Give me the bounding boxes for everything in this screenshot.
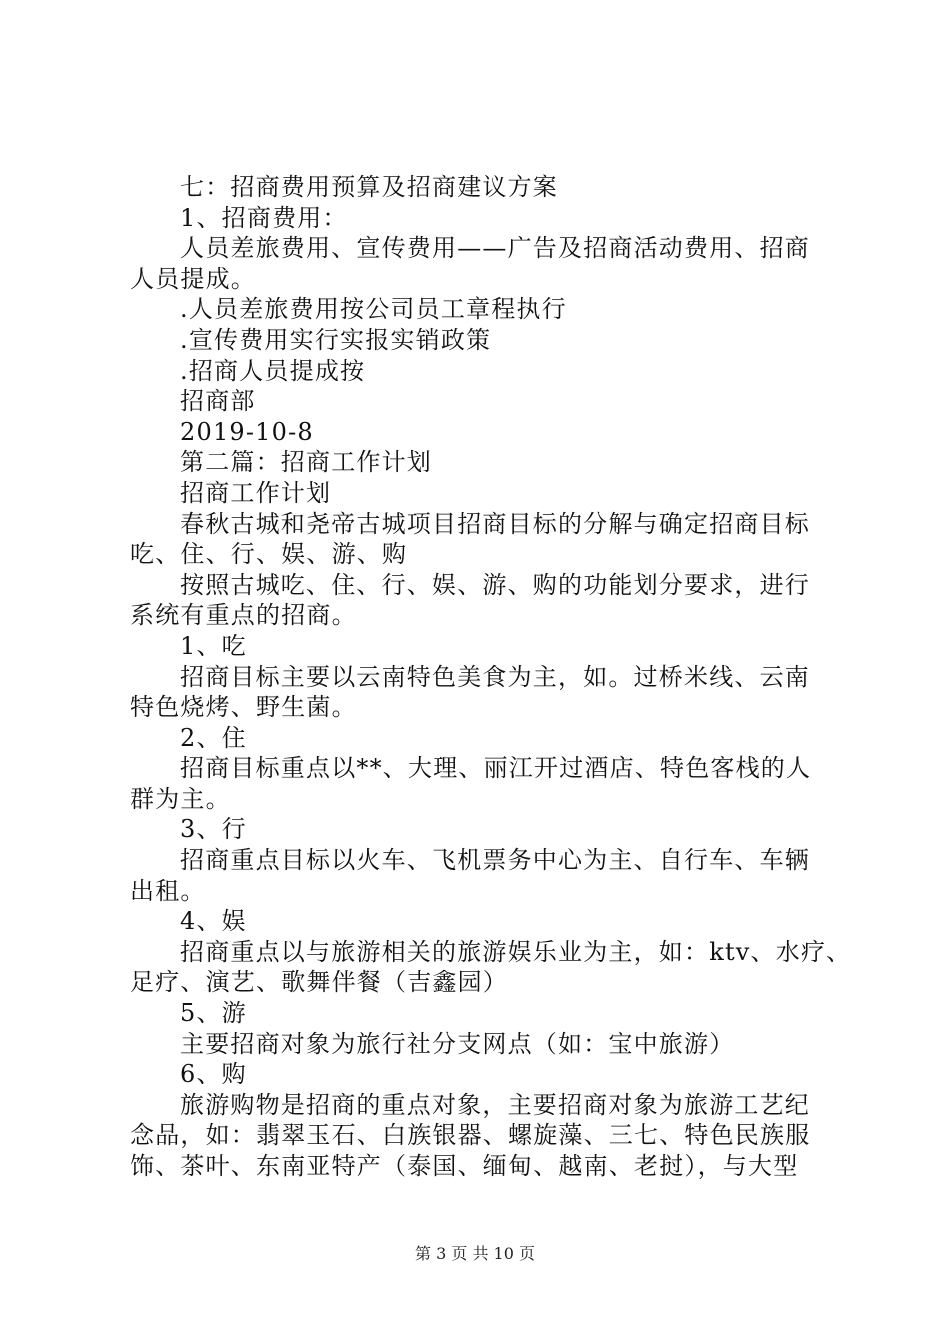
document-body <box>130 172 850 1182</box>
text-line: 系统有重点的招商。 <box>130 601 357 630</box>
text-line: 3、行 <box>180 815 247 844</box>
text-line: 6、购 <box>180 1060 247 1089</box>
text-line: .人员差旅费用按公司员工章程执行 <box>180 295 567 324</box>
text-line: 招商部 <box>180 387 256 416</box>
text-line: 按照古城吃、住、行、娱、游、购的功能划分要求，进行 <box>180 570 810 599</box>
text-line: 人员提成。 <box>130 264 256 293</box>
text-line: 群为主。 <box>130 784 231 813</box>
text-line: 招商工作计划 <box>180 478 332 507</box>
text-line: 吃、住、行、娱、游、购 <box>130 540 408 569</box>
text-line: 招商目标主要以云南特色美食为主，如。过桥米线、云南 <box>180 662 810 691</box>
text-line: 招商目标重点以**、大理、丽江开过酒店、特色客栈的人 <box>180 754 812 783</box>
text-line: 5、游 <box>180 999 247 1028</box>
text-line: 人员差旅费用、宣传费用——广告及招商活动费用、招商 <box>180 234 810 263</box>
text-line: 饰、茶叶、东南亚特产（泰国、缅甸、越南、老挝），与大型 <box>130 1152 799 1180</box>
text-line: 出租。 <box>130 876 206 905</box>
text-line: 春秋古城和尧帝古城项目招商目标的分解与确定招商目标 <box>180 509 810 538</box>
page-footer: 第 3 页 共 10 页 <box>415 1244 535 1263</box>
text-line: .宣传费用实行实报实销政策 <box>180 325 492 354</box>
text-line: 主要招商对象为旅行社分支网点（如：宝中旅游） <box>180 1029 735 1058</box>
text-line: .招商人员提成按 <box>180 356 366 385</box>
text-line: 旅游购物是招商的重点对象，主要招商对象为旅游工艺纪 <box>180 1090 810 1119</box>
text-line: 4、娱 <box>180 907 247 936</box>
text-line: 2、住 <box>180 723 247 752</box>
text-line: 特色烧烤、野生菌。 <box>130 693 357 722</box>
text-line: 念品，如：翡翠玉石、白族银器、螺旋藻、三七、特色民族服 <box>130 1121 811 1150</box>
text-line: 2019-10-8 <box>180 417 314 446</box>
text-line: 招商重点以与旅游相关的旅游娱乐业为主，如：ktv、水疗、 <box>180 937 852 966</box>
text-line: 招商重点目标以火车、飞机票务中心为主、自行车、车辆 <box>180 846 810 875</box>
text-line: 1、吃 <box>180 631 247 660</box>
text-line: 1、招商费用： <box>180 203 348 232</box>
text-line: 第二篇：招商工作计划 <box>180 448 432 477</box>
text-line: 足疗、演艺、歌舞伴餐（吉鑫园） <box>130 968 508 997</box>
text-line: 七：招商费用预算及招商建议方案 <box>180 173 558 201</box>
